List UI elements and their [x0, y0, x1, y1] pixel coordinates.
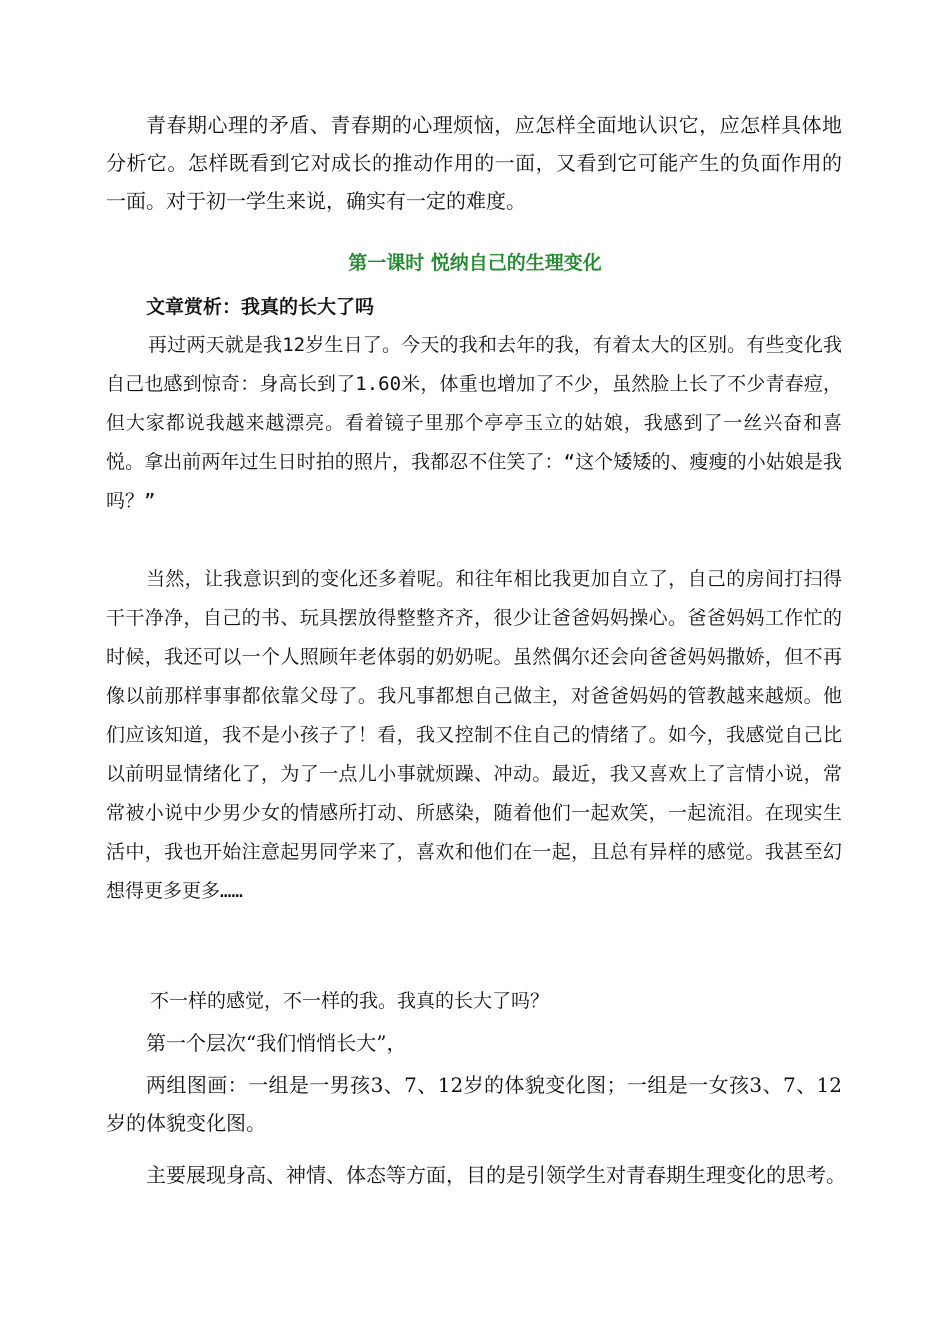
story-paragraph-1: 再过两天就是我12岁生日了。今天的我和去年的我，有着太大的区别。有些变化我自己也感到惊奇：身高长到了1.60米，体重也增加了不少，虽然脸上长了不少青春痘，但大家都说我越来越漂亮。看着镜子里那个亭亭玉立的姑娘，我感到了一丝兴奋和喜悦。拿出前两年过生日时拍的照片，我都忍不住笑了：“这个矮矮的、瘦瘦的小姑娘是我吗？”: [106, 334, 842, 512]
intro-paragraph: 青春期心理的矛盾、青春期的心理烦恼，应怎样全面地认识它，应怎样具体地分析它。怎样既看到它对成长的推动作用的一面，又看到它可能产生的负面作用的一面。对于初一学生来说，确实有一定的难度。: [106, 113, 842, 213]
level-one-line: 第一个层次“我们悄悄长大”，: [146, 1031, 407, 1055]
article-heading: 文章赏析：我真的长大了吗: [146, 296, 375, 318]
picture-groups-paragraph: 两组图画：一组是一男孩3、7、12岁的体貌变化图；一组是一女孩3、7、12岁的体貌变化图。: [106, 1073, 842, 1135]
story-closing: 不一样的感觉，不一样的我。我真的长大了吗？: [150, 990, 550, 1012]
purpose-line: 主要展现身高、神情、体态等方面，目的是引领学生对青春期生理变化的思考。: [146, 1163, 846, 1187]
lesson-title: 第一课时 悦纳自己的生理变化: [348, 252, 602, 274]
story-paragraph-2: 当然，让我意识到的变化还多着呢。和往年相比我更加自立了，自己的房间打扫得干干净净，自己的书、玩具摆放得整整齐齐，很少让爸爸妈妈操心。爸爸妈妈工作忙的时候，我还可以一个人照顾年老体弱的奶奶呢。虽然偶尔还会向爸爸妈妈撒娇，但不再像以前那样事事都依靠父母了。我凡事都想自己做主，对爸爸妈妈的管教越来越烦。他们应该知道，我不是小孩子了！看，我又控制不住自己的情绪了。如今，我感觉自己比以前明显情绪化了，为了一点儿小事就烦躁、冲动。最近，我又喜欢上了言情小说，常常被小说中少男少女的情感所打动、所感染，随着他们一起欢笑，一起流泪。在现实生活中，我也开始注意起男同学来了，喜欢和他们在一起，且总有异样的感觉。我甚至幻想得更多更多……: [106, 568, 842, 902]
